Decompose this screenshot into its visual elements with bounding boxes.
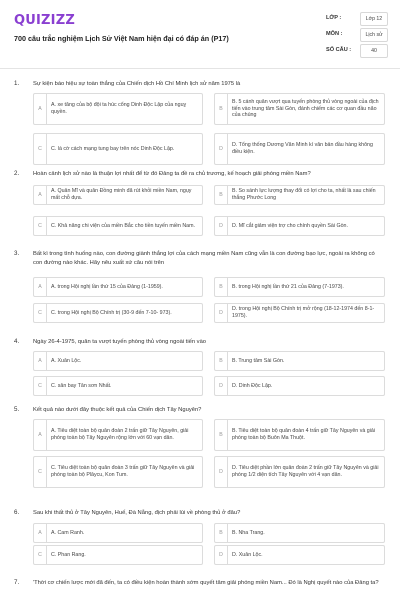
option-letter: A (34, 278, 47, 296)
option-a[interactable] (33, 185, 203, 205)
question-number: 7. (14, 579, 20, 586)
option-c[interactable] (33, 303, 203, 323)
option-text: A. xe tăng của bộ đội ta húc cổng Dinh Độc Lập của nguỵ quyền. (51, 102, 187, 115)
option-letter: A (34, 420, 47, 450)
option-a[interactable] (33, 93, 203, 125)
option-text: D. trong Hội nghị Bộ Chính trị mở rộng (18-12-1974 đến 8-1-1975). (232, 306, 375, 319)
option-text: A. Xuân Lộc. (51, 357, 82, 364)
option-c[interactable] (33, 376, 203, 396)
option-text: D. Tiêu diệt phần lớn quân đoàn 2 trấn giữ Tây Nguyên và giải phóng 1/2 diện tích Tây Nguyên với 4 vạn dân. (232, 465, 379, 478)
option-letter: D (215, 304, 228, 322)
option-text: A. Quân Mĩ và quân Đồng minh đã rút khỏi miền Nam, ngụy mất chỗ dựa. (51, 188, 192, 201)
option-b[interactable] (214, 351, 385, 371)
option-d[interactable] (214, 545, 385, 565)
meta-question-count (326, 44, 388, 58)
option-letter: A (34, 352, 47, 370)
meta-class-value: Lớp 12 (360, 12, 388, 26)
meta-subject-value: Lịch sử (360, 28, 388, 42)
option-letter: A (34, 186, 47, 204)
option-b[interactable] (214, 277, 385, 297)
option-text: A. Tiêu diệt toàn bộ quân đoàn 2 trấn giữ Tây Nguyên, giải phóng toàn bộ Tây Nguyên rộng lớn với 60 vạn dân. (51, 428, 189, 441)
option-letter: A (34, 524, 47, 542)
question-text: Kết quả nào dưới đây thuộc kết quả của Chiến dịch Tây Nguyên? (33, 407, 202, 413)
option-letter: D (215, 377, 228, 395)
document-title: 700 câu trắc nghiệm Lịch Sử Việt Nam hiện đại có đáp án (P17) (14, 34, 229, 43)
option-letter: C (34, 134, 47, 164)
question-number: 2. (14, 170, 20, 177)
meta-subject-label: MÔN : (326, 31, 343, 37)
option-text: B. Tiêu diệt toàn bộ quân đoàn 4 trấn giữ Tây Nguyên và giải phóng toàn bộ Buôn Ma Thuột. (232, 428, 376, 441)
option-b[interactable] (214, 523, 385, 543)
option-letter: C (34, 457, 47, 487)
option-letter: B (215, 352, 228, 370)
option-b[interactable] (214, 419, 385, 451)
question-number: 1. (14, 80, 20, 87)
option-text: B. So sánh lực lượng thay đổi có lợi cho ta, nhất là sau chiến thắng Phước Long (232, 188, 376, 201)
option-a[interactable] (33, 277, 203, 297)
option-letter: C (34, 304, 47, 322)
option-text: A. trong Hội nghị lần thứ 15 của Đảng (1-1959). (51, 283, 163, 290)
option-c[interactable] (33, 456, 203, 488)
option-text: B. Trung tâm Sài Gòn. (232, 357, 285, 364)
option-letter: D (215, 134, 228, 164)
option-c[interactable] (33, 216, 203, 236)
option-text: B. 5 cánh quân vượt qua tuyến phòng thủ vòng ngoài của địch tiến vào trung tâm Sài Gòn, đánh chiếm các cơ quan đầu não của chúng (232, 99, 379, 119)
option-text: C. sân bay Tân sơn Nhất. (51, 382, 112, 389)
option-d[interactable] (214, 303, 385, 323)
option-text: C. Tiêu diệt toàn bộ quân đoàn 3 trấn giữ Tây Nguyên và giải phóng toàn bộ Plâycu, Kon Tum. (51, 465, 195, 478)
question-number: 3. (14, 250, 20, 257)
option-letter: D (215, 217, 228, 235)
meta-class-label: LỚP : (326, 15, 342, 21)
meta-count-value: 40 (360, 44, 388, 58)
option-d[interactable] (214, 456, 385, 488)
option-letter: C (34, 546, 47, 564)
page-header (0, 0, 400, 68)
option-text: D. Tổng thống Dương Văn Minh kí văn bản đầu hàng không điều kiện. (232, 142, 373, 155)
option-text: C. lá cờ cách mạng tung bay trên nóc Dinh Độc Lập. (51, 145, 175, 152)
option-text: B. trong Hội nghị lần thứ 21 của Đảng (7-1973). (232, 283, 344, 290)
option-a[interactable] (33, 419, 203, 451)
question-number: 4. (14, 338, 20, 345)
question-number: 6. (14, 509, 20, 516)
meta-class (326, 12, 388, 26)
question-text: 'Thời cơ chiến lược mới đã đến, ta có điều kiện hoàn thành sớm quyết tâm giải phóng miền Nam... Đó là Nghị quyết nào của Đảng ta? (33, 580, 379, 586)
question-text: Hoàn cảnh lịch sử nào là thuận lợi nhất để từ đó Đảng ta đề ra chủ trương, kế hoạch giải phóng miền Nam? (33, 171, 311, 177)
option-letter: D (215, 546, 228, 564)
option-text: D. Xuân Lộc. (232, 551, 263, 558)
option-a[interactable] (33, 351, 203, 371)
option-d[interactable] (214, 133, 385, 165)
question-text: Ngày 26-4-1975, quân ta vượt tuyến phòng thủ vòng ngoài tiến vào (33, 339, 207, 345)
option-text: B. Nha Trang. (232, 529, 265, 536)
option-letter: B (215, 278, 228, 296)
meta-count-label: SỐ CÂU : (326, 47, 352, 53)
option-text: C. Khả năng chi viện của miền Bắc cho tiền tuyến miền Nam. (51, 222, 195, 229)
option-text: D. Dinh Độc Lập. (232, 382, 273, 389)
option-text: C. trong Hội nghị Bộ Chính trị (30-9 đến 7-10- 973). (51, 309, 172, 316)
meta-subject (326, 28, 388, 42)
option-letter: A (34, 94, 47, 124)
option-letter: B (215, 524, 228, 542)
option-text: A. Cam Ranh. (51, 529, 85, 536)
option-b[interactable] (214, 93, 385, 125)
quizizz-logo: QUIZIZZ (14, 13, 75, 28)
option-a[interactable] (33, 523, 203, 543)
option-b[interactable] (214, 185, 385, 205)
option-letter: B (215, 94, 228, 124)
header-divider (0, 68, 400, 69)
option-letter: B (215, 420, 228, 450)
option-d[interactable] (214, 376, 385, 396)
option-text: C. Phan Rang. (51, 551, 86, 558)
option-c[interactable] (33, 545, 203, 565)
question-text: Sự kiện báo hiệu sự toàn thắng của Chiến dịch Hồ Chí Minh lịch sử năm 1975 là (33, 81, 241, 87)
question-number: 5. (14, 406, 20, 413)
question-text: Sau khi thất thủ ở Tây Nguyên, Huế, Đà Nẵng, địch phải lùi về phòng thủ ở đâu? (33, 510, 241, 516)
question-text: Bất kì trong tình huống nào, con đường giành thắng lợi của cách mạng miền Nam cũng vẫn là con đường bạo lực, ngoài ra không có con đường nào khác. Hãy nêu xuất xứ câu nói trên (33, 251, 375, 266)
option-letter: C (34, 377, 47, 395)
option-letter: C (34, 217, 47, 235)
option-letter: B (215, 186, 228, 204)
option-c[interactable] (33, 133, 203, 165)
option-letter: D (215, 457, 228, 487)
option-text: D. Mĩ cắt giảm viện trợ cho chính quyền Sài Gòn. (232, 222, 348, 229)
option-d[interactable] (214, 216, 385, 236)
